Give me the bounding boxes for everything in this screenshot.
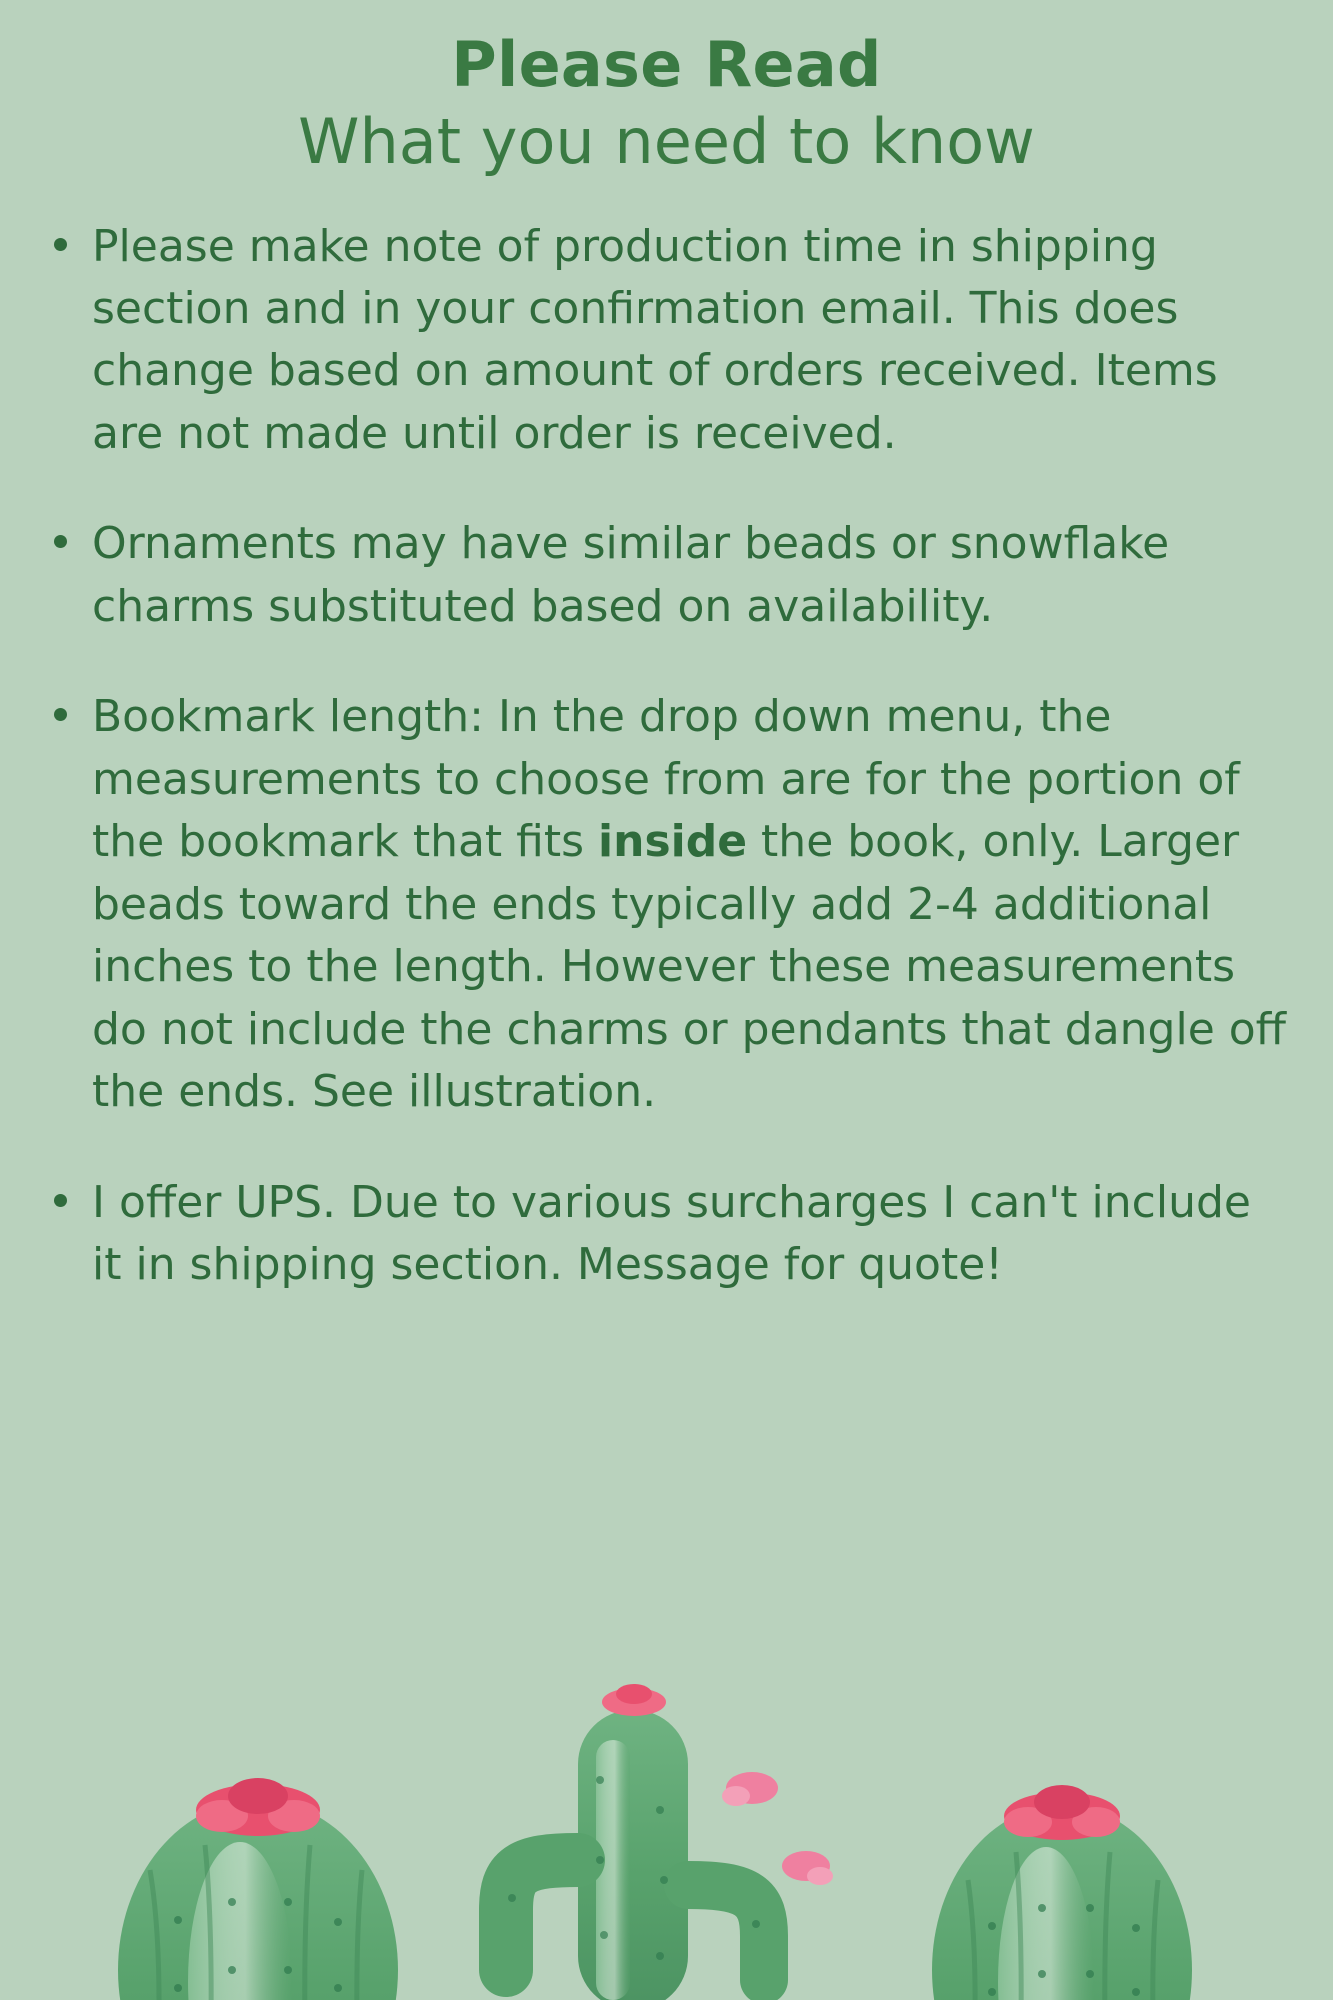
bullet-production-time [44,216,1289,466]
bullet-text: I offer UPS. Due to various surcharges I can't include it in shipping section. Message for quote! [92,1176,1251,1291]
page-heading-block [44,28,1289,180]
bullet-text [92,686,1289,1123]
page-title-line-1: Please Read [451,28,882,101]
bullet-ups-shipping [44,1172,1289,1297]
bullet-bookmark-length [44,686,1289,1123]
bullet-ornament-substitutions [44,513,1289,638]
cactus-flower-right [1004,1785,1120,1840]
cactus-right [932,1785,1192,2000]
cactus-flower-middle-left [722,1772,778,1806]
page-title-line-2: What you need to know [298,105,1035,179]
cactus-flower-left [196,1778,320,1836]
bullet-text-emphasis: inside [598,816,748,868]
cactus-middle [506,1684,833,2000]
bullet-dot-icon [54,535,67,548]
cactus-flower-middle-right [782,1851,833,1885]
bullet-dot-icon [54,238,67,251]
cactus-left [118,1778,398,2000]
bullet-text: Ornaments may have similar beads or snowflake charms substituted based on availability. [92,518,1170,632]
bullet-dot-icon [54,708,67,721]
notice-bullet-list [44,216,1289,1297]
bullet-text: Please make note of production time in shipping section and in your confirmation email. This does change based on amount of orders received. Items are not made until order is received. [92,220,1218,459]
cactus-row-icon [0,1670,1333,2000]
cactus-flower-middle-top [602,1684,666,1716]
watercolor-cactus-illustration [0,1670,1333,2000]
bullet-text-after-bold: the book, only. Larger beads toward the ends typically add 2-4 additional inches to the length. However these measurements do not include the charms or pendants that dangle off the ends. See illustration. [92,816,1286,1118]
bullet-text-before-bold: Bookmark length: In the drop down menu, the measurements to choose from are for the portion of the bookmark that fits [92,691,1240,868]
bullet-dot-icon [54,1194,67,1207]
